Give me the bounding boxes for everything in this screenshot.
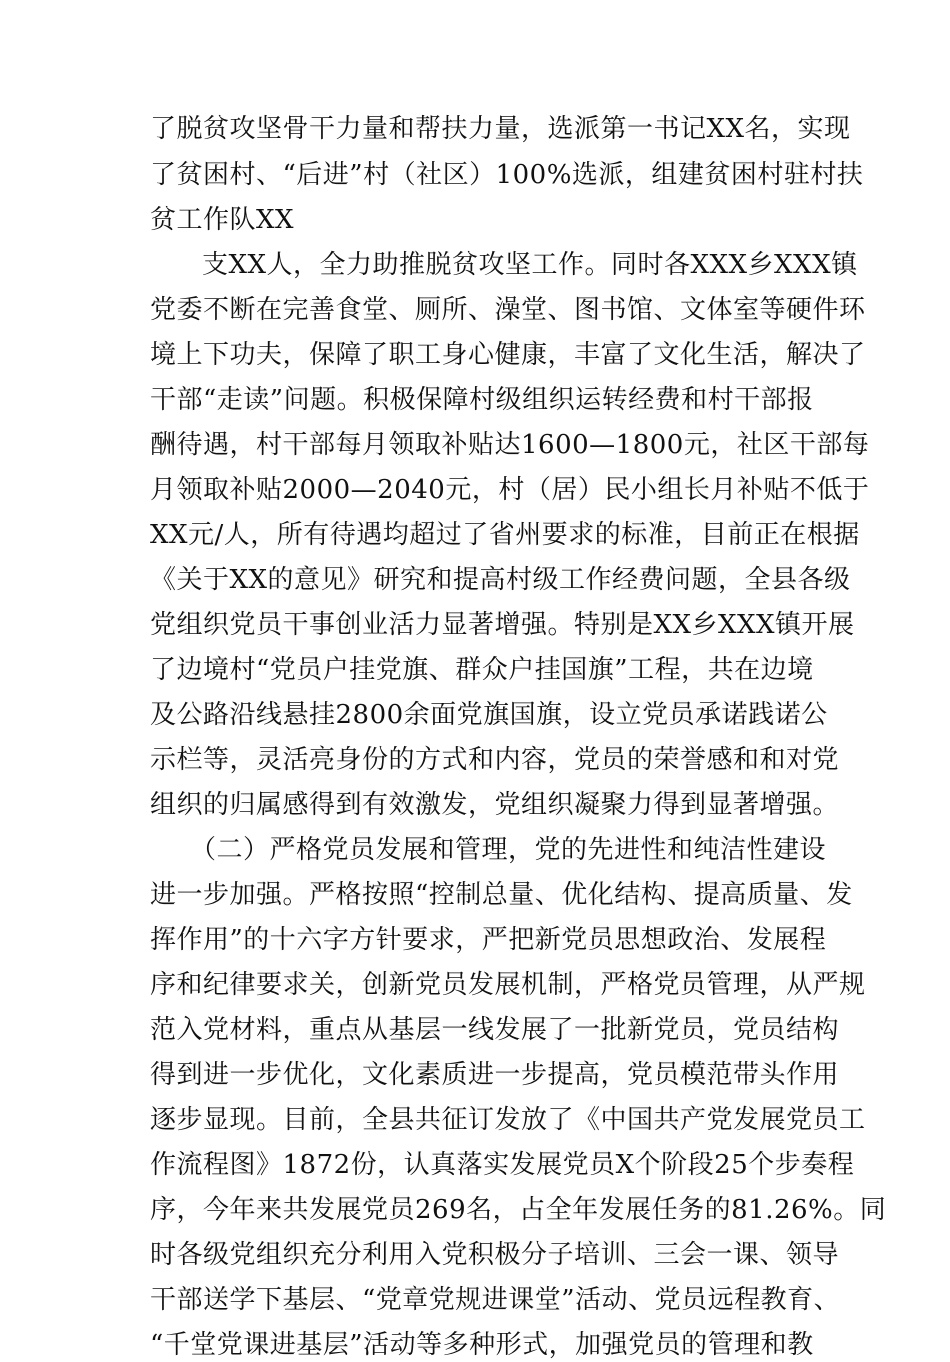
paragraph-2-line-6: 月领取补贴2000—2040元，村（居）民小组长月补贴不低于 xyxy=(150,475,870,505)
paragraph-3-line-7: 逐步显现。目前，全县共征订发放了《中国共产党发展党员工 xyxy=(150,1105,866,1135)
paragraph-2-line-1: 支XX人，全力助推脱贫攻坚工作。同时各XXX乡XXX镇 xyxy=(202,250,858,280)
paragraph-3-line-5: 范入党材料，重点从基层一线发展了一批新党员，党员结构 xyxy=(150,1015,840,1045)
paragraph-3-line-3: 挥作用”的十六字方针要求，严把新党员思想政治、发展程 xyxy=(150,925,827,955)
paragraph-3-line-11: 干部送学下基层、“党章党规进课堂”活动、党员远程教育、 xyxy=(150,1285,841,1315)
paragraph-2-line-13: 组织的归属感得到有效激发，党组织凝聚力得到显著增强。 xyxy=(150,790,840,820)
paragraph-3-line-12: “千堂党课进基层”活动等多种形式，加强党员的管理和教 xyxy=(150,1330,814,1360)
paragraph-2-line-8: 《关于XX的意见》研究和提高村级工作经费问题，全县各级 xyxy=(150,565,851,595)
paragraph-2-line-11: 及公路沿线悬挂2800余面党旗国旗，设立党员承诺践诺公 xyxy=(150,700,828,730)
paragraph-3-line-8: 作流程图》1872份，认真落实发展党员X个阶段25个步奏程 xyxy=(150,1150,855,1180)
paragraph-3-line-10: 时各级党组织充分利用入党积极分子培训、三会一课、领导 xyxy=(150,1240,840,1270)
paragraph-2-line-7: XX元/人，所有待遇均超过了省州要求的标准，目前正在根据 xyxy=(150,520,860,550)
paragraph-2-line-12: 示栏等，灵活亮身份的方式和内容，党员的荣誉感和和对党 xyxy=(150,745,840,775)
paragraph-2-line-5: 酬待遇，村干部每月领取补贴达1600—1800元，社区干部每 xyxy=(150,430,870,460)
paragraph-2-line-10: 了边境村“党员户挂党旗、群众户挂国旗”工程，共在边境 xyxy=(150,655,814,685)
paragraph-1-line-1: 了脱贫攻坚骨干力量和帮扶力量，选派第一书记XX名，实现 xyxy=(150,114,851,144)
paragraph-1-line-3: 贫工作队XX xyxy=(150,205,295,235)
paragraph-2-line-4: 干部“走读”问题。积极保障村级组织运转经费和村干部报 xyxy=(150,385,814,415)
paragraph-2-line-2: 党委不断在完善食堂、厕所、澡堂、图书馆、文体室等硬件环 xyxy=(150,295,866,325)
paragraph-3-line-1: （二）严格党员发展和管理，党的先进性和纯洁性建设 xyxy=(190,835,827,865)
paragraph-1-line-2: 了贫困村、“后进”村（社区）100%选派，组建贫困村驻村扶 xyxy=(150,160,864,190)
paragraph-3-line-6: 得到进一步优化，文化素质进一步提高，党员模范带头作用 xyxy=(150,1060,840,1090)
paragraph-3-line-2: 进一步加强。严格按照“控制总量、优化结构、提高质量、发 xyxy=(150,880,853,910)
paragraph-2-line-9: 党组织党员干事创业活力显著增强。特别是XX乡XXX镇开展 xyxy=(150,610,855,640)
paragraph-3-line-4: 序和纪律要求关，创新党员发展机制，严格党员管理，从严规 xyxy=(150,970,866,1000)
paragraph-3-line-9: 序，今年来共发展党员269名，占全年发展任务的81.26%。同 xyxy=(150,1195,887,1225)
paragraph-2-line-3: 境上下功夫，保障了职工身心健康，丰富了文化生活，解决了 xyxy=(150,340,866,370)
